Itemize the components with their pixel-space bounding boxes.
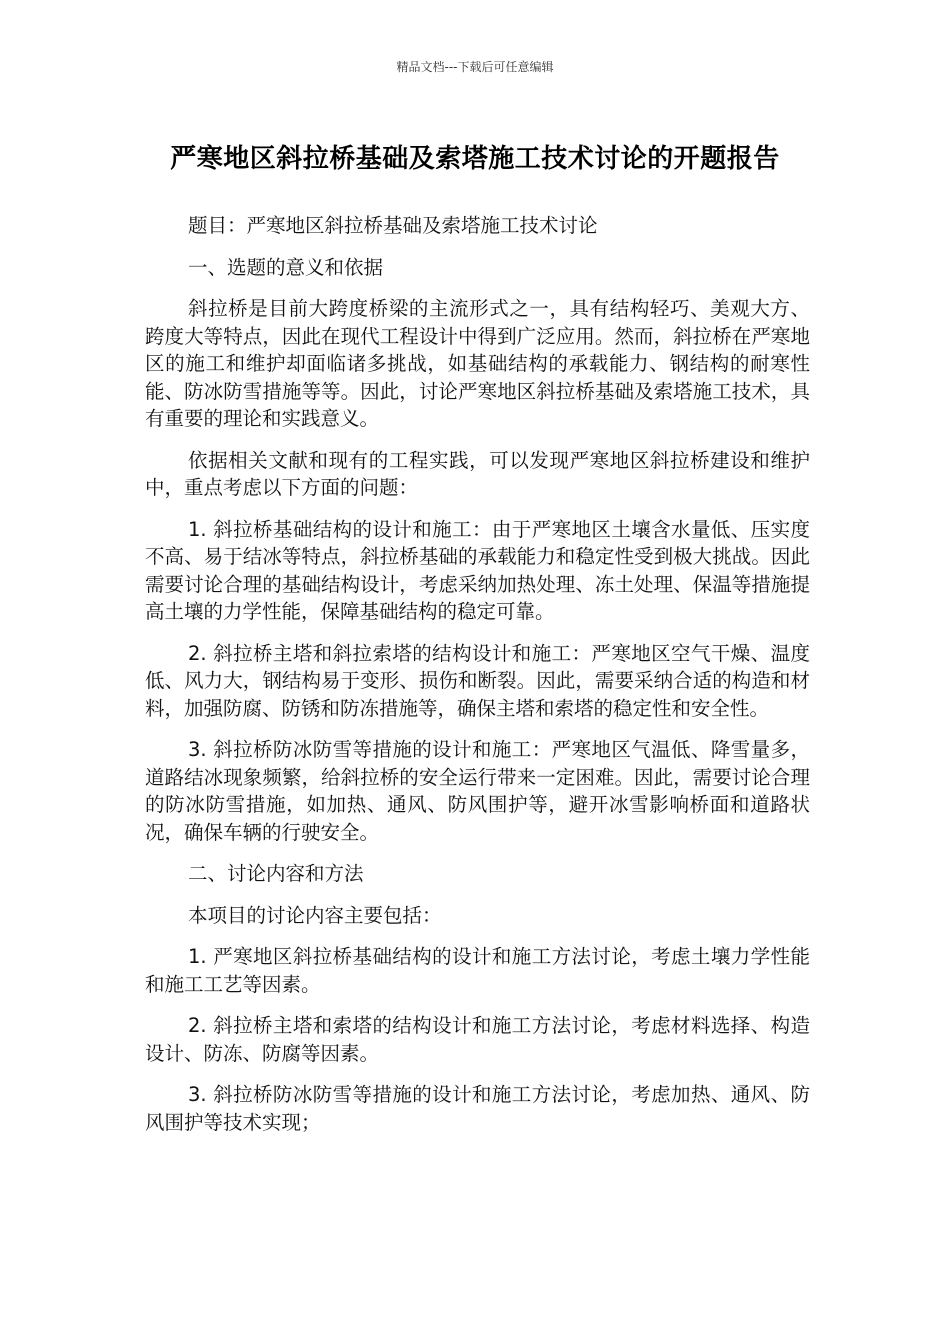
document-title: 严寒地区斜拉桥基础及索塔施工技术讨论的开题报告 — [170, 144, 780, 174]
list-item: 2. 斜拉桥主塔和索塔的结构设计和施工方法讨论，考虑材料选择、构造设计、防冻、防腐等因素。 — [145, 1014, 810, 1065]
topic-line: 题目：严寒地区斜拉桥基础及索塔施工技术讨论 — [188, 214, 598, 237]
list-item: 3. 斜拉桥防冰防雪等措施的设计和施工：严寒地区气温低、降雪量多，道路结冰现象频繁，给斜拉桥的安全运行带来一定困难。因此，需要讨论合理的防冰防雪措施，如加热、通风、防风围护等，避开冰雪影响桥面和道路状况，确保车辆的行驶安全。 — [145, 738, 810, 844]
section-heading-1: 一、选题的意义和依据 — [188, 255, 384, 279]
list-item: 3. 斜拉桥防冰防雪等措施的设计和施工方法讨论，考虑加热、通风、防风围护等技术实现； — [145, 1083, 810, 1134]
body-paragraph: 本项目的讨论内容主要包括： — [188, 903, 442, 927]
list-item: 2. 斜拉桥主塔和斜拉索塔的结构设计和施工：严寒地区空气干燥、温度低、风力大，钢结构易于变形、损伤和断裂。因此，需要采纳合适的构造和材料，加强防腐、防锈和防冻措施等，确保主塔和索塔的稳定性和安全性。 — [145, 641, 810, 720]
header-note: 精品文档---下载后可任意编辑 — [396, 60, 554, 74]
body-paragraph: 斜拉桥是目前大跨度桥梁的主流形式之一，具有结构轻巧、美观大方、跨度大等特点，因此在现代工程设计中得到广泛应用。然而，斜拉桥在严寒地区的施工和维护却面临诸多挑战，如基础结构的承载能力、钢结构的耐寒性能、防冰防雪措施等等。因此，讨论严寒地区斜拉桥基础及索塔施工技术，具有重要的理论和实践意义。 — [145, 297, 810, 430]
section-heading-2: 二、讨论内容和方法 — [188, 862, 364, 885]
body-paragraph: 依据相关文献和现有的工程实践，可以发现严寒地区斜拉桥建设和维护中，重点考虑以下方面的问题： — [145, 448, 810, 499]
document-body — [145, 212, 810, 1150]
list-item: 1. 严寒地区斜拉桥基础结构的设计和施工方法讨论，考虑土壤力学性能和施工工艺等因素。 — [145, 945, 810, 996]
list-item: 1. 斜拉桥基础结构的设计和施工：由于严寒地区土壤含水量低、压实度不高、易于结冰等特点，斜拉桥基础的承载能力和稳定性受到极大挑战。因此需要讨论合理的基础结构设计，考虑采纳加热处理、冻土处理、保温等措施提高土壤的力学性能，保障基础结构的稳定可靠。 — [145, 517, 810, 623]
